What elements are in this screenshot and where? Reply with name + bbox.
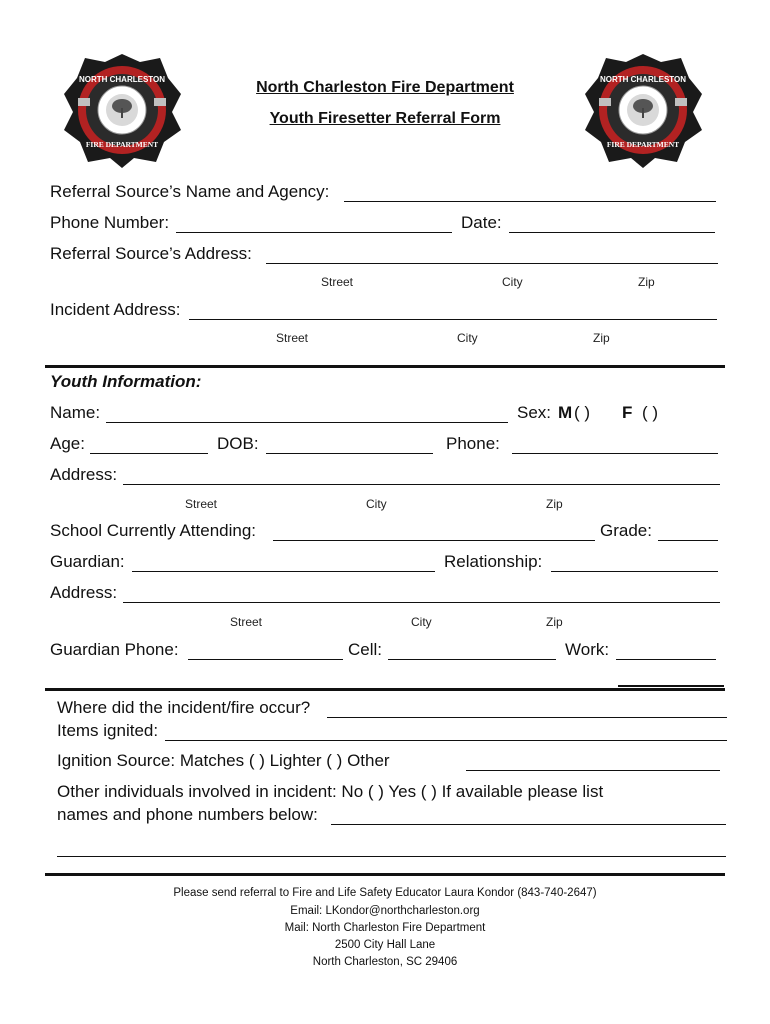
city-sublabel: City	[457, 331, 478, 345]
street-sublabel: Street	[321, 275, 354, 289]
youth-section-title: Youth Information:	[50, 372, 202, 391]
names-phone-field[interactable]	[331, 824, 726, 825]
guardian-label: Guardian:	[50, 552, 125, 571]
svg-text:FIRE DEPARTMENT: FIRE DEPARTMENT	[85, 140, 159, 149]
youth-age-label: Age:	[50, 434, 85, 453]
guardian-phone-label: Guardian Phone:	[50, 640, 179, 659]
street-sublabel: Street	[276, 331, 309, 345]
section-divider	[45, 873, 725, 876]
guardian-address-label: Address:	[50, 583, 118, 602]
divider-tail	[618, 685, 724, 687]
city-sublabel: City	[366, 497, 387, 511]
street-sublabel: Street	[230, 615, 263, 629]
guardian-cell-field[interactable]	[388, 659, 556, 660]
school-field[interactable]	[273, 540, 595, 541]
youth-dob-field[interactable]	[266, 453, 433, 454]
grade-field[interactable]	[658, 540, 718, 541]
names-phone-label: names and phone numbers below:	[57, 805, 318, 824]
department-title: North Charleston Fire Department	[256, 79, 514, 96]
incident-address-label: Incident Address:	[50, 300, 181, 319]
referral-address-field[interactable]	[266, 263, 718, 264]
guardian-address-field[interactable]	[123, 602, 720, 603]
youth-address-label: Address:	[50, 465, 118, 484]
footer-email: Email: LKondor@northcharleston.org	[290, 905, 480, 917]
sex-m-label: M	[558, 403, 573, 422]
form-title: Youth Firesetter Referral Form	[269, 110, 501, 127]
grade-label: Grade:	[600, 521, 652, 540]
referral-name-agency-field[interactable]	[344, 201, 716, 202]
incident-where-label: Where did the incident/fire occur?	[57, 698, 311, 717]
referral-phone-label: Phone Number:	[50, 213, 170, 232]
youth-name-label: Name:	[50, 403, 101, 422]
referral-address-label: Referral Source’s Address:	[50, 244, 252, 263]
items-ignited-field[interactable]	[165, 740, 727, 741]
youth-age-field[interactable]	[90, 453, 208, 454]
guardian-field[interactable]	[132, 571, 435, 572]
zip-sublabel: Zip	[638, 275, 655, 289]
referral-date-field[interactable]	[509, 232, 715, 233]
referral-date-label: Date:	[461, 213, 502, 232]
youth-phone-field[interactable]	[512, 453, 718, 454]
sex-m-checkbox[interactable]: ( )	[574, 403, 591, 422]
sex-f-label: F	[622, 403, 633, 422]
zip-sublabel: Zip	[546, 615, 563, 629]
guardian-phone-field[interactable]	[188, 659, 343, 660]
footer-street: 2500 City Hall Lane	[334, 939, 436, 951]
zip-sublabel: Zip	[546, 497, 563, 511]
other-individuals-label: Other individuals involved in incident: No ( ) Yes ( ) If available please list	[57, 782, 604, 801]
section-divider	[45, 688, 725, 691]
youth-dob-label: DOB:	[217, 434, 259, 453]
section-divider	[45, 365, 725, 368]
guardian-cell-label: Cell:	[348, 640, 383, 659]
svg-text:FIRE DEPARTMENT: FIRE DEPARTMENT	[606, 140, 680, 149]
relationship-label: Relationship:	[444, 552, 543, 571]
names-phone-field-continued[interactable]	[57, 856, 726, 857]
youth-name-field[interactable]	[106, 422, 508, 423]
relationship-field[interactable]	[551, 571, 718, 572]
incident-where-field[interactable]	[327, 717, 727, 718]
zip-sublabel: Zip	[593, 331, 610, 345]
youth-sex-label: Sex:	[517, 403, 552, 422]
footer-mail: Mail: North Charleston Fire Department	[284, 922, 486, 934]
school-label: School Currently Attending:	[50, 521, 257, 540]
city-sublabel: City	[502, 275, 523, 289]
ignition-other-field[interactable]	[466, 770, 720, 771]
items-ignited-label: Items ignited:	[57, 721, 159, 740]
referral-name-agency-label: Referral Source’s Name and Agency:	[50, 182, 330, 201]
footer-send-referral: Please send referral to Fire and Life Safety Educator Laura Kondor (843-740-2647)	[173, 887, 597, 899]
svg-text:NORTH CHARLESTON: NORTH CHARLESTON	[599, 75, 687, 84]
svg-text:NORTH CHARLESTON: NORTH CHARLESTON	[78, 75, 166, 84]
incident-address-field[interactable]	[189, 319, 717, 320]
guardian-work-label: Work:	[565, 640, 610, 659]
youth-phone-label: Phone:	[446, 434, 500, 453]
ignition-source-label: Ignition Source: Matches ( ) Lighter ( ) Other	[57, 751, 390, 770]
city-sublabel: City	[411, 615, 432, 629]
sex-f-checkbox[interactable]: ( )	[642, 403, 659, 422]
footer-city-state: North Charleston, SC 29406	[312, 956, 458, 968]
street-sublabel: Street	[185, 497, 218, 511]
referral-phone-field[interactable]	[176, 232, 452, 233]
youth-address-field[interactable]	[123, 484, 720, 485]
guardian-work-field[interactable]	[616, 659, 716, 660]
